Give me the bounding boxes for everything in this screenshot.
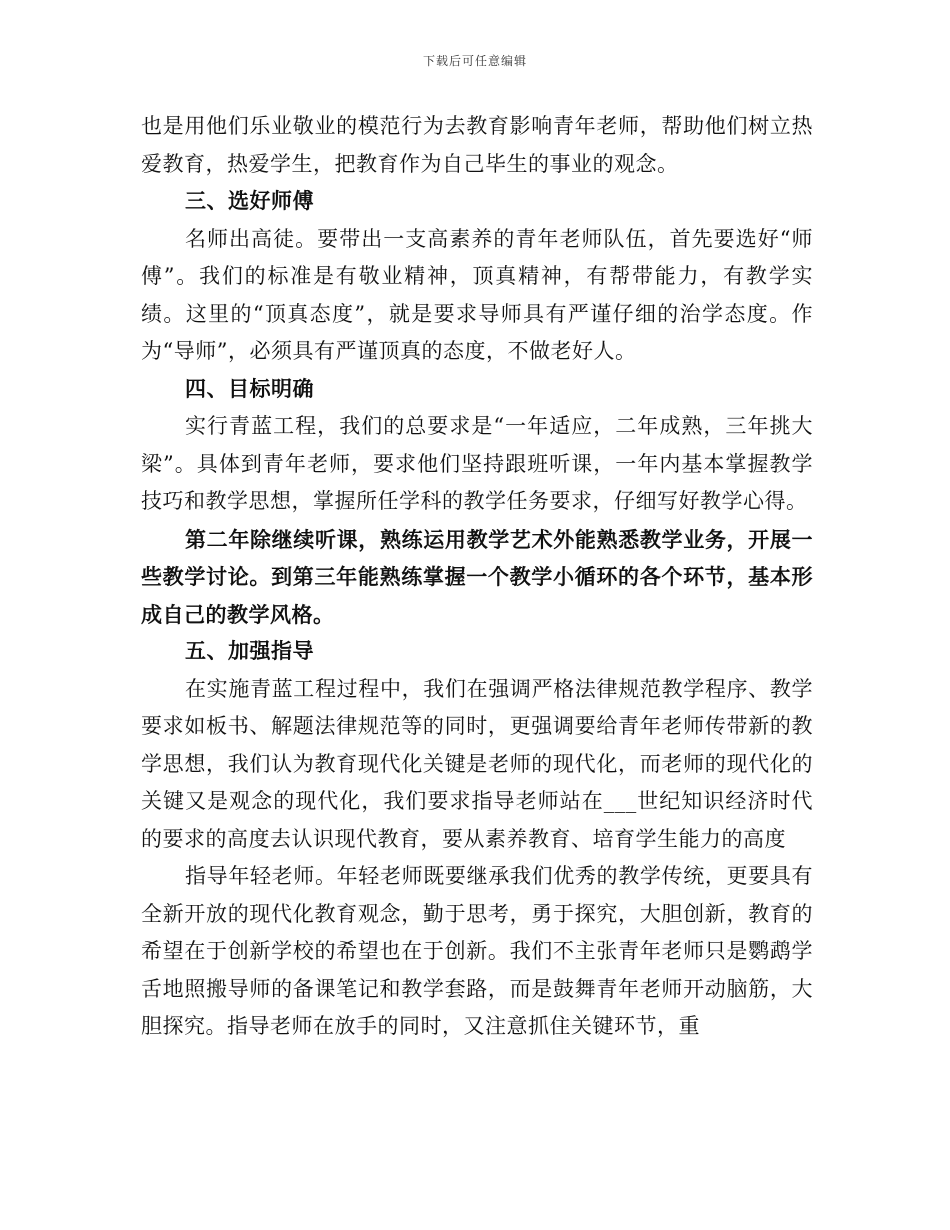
paragraph-guide-young-teachers: 指导年轻老师。年轻老师既要继承我们优秀的教学传统，更要具有全新开放的现代化教育观念，勤于思考，勇于探究，大胆创新，教育的希望在于创新学校的希望也在于创新。我们不主张青年老师只是鹦鹉学舌地照搬导师的备课笔记和教学套路，而是鼓舞青年老师开动脑筋，大胆探究。指导老师在放手的同时，又注意抓住关键环节，重 [141, 864, 813, 1038]
paragraph-clear-goals: 实行青蓝工程，我们的总要求是“一年适应，二年成熟，三年挑大梁”。具体到青年老师，要求他们坚持跟班听课，一年内基本掌握教学技巧和教学思想，掌握所任学科的教学任务要求，仔细写好教学心得。 [141, 414, 813, 513]
paragraph-role-model: 也是用他们乐业敬业的模范行为去教育影响青年老师，帮助他们树立热爱教育，热爱学生，把教育作为自己毕生的事业的观念。 [141, 114, 813, 176]
paragraph-select-mentor: 名师出高徒。要带出一支高素养的青年老师队伍，首先要选好“师傅”。我们的标准是有敬业精神，顶真精神，有帮带能力，有教学实绩。这里的“顶真态度”，就是要求导师具有严谨仔细的治学态度。作为“导师”，必须具有严谨顶真的态度，不做老好人。 [141, 226, 813, 363]
section-heading-strengthen-guidance: 五、加强指导 [185, 639, 314, 663]
page-header-note: 下载后可任意编辑 [422, 54, 527, 68]
paragraph-strengthen-guidance: 在实施青蓝工程过程中，我们在强调严格法律规范教学程序、教学要求如板书、解题法律规范等的同时，更强调要给青年老师传带新的教学思想，我们认为教育现代化关键是老师的现代化，而老师的现代化的关键又是观念的现代化，我们要求指导老师站在___世纪知识经济时代的要求的高度去认识现代教育，要从素养教育、培育学生能力的高度 [141, 676, 813, 851]
section-heading-clear-goals: 四、目标明确 [185, 376, 314, 401]
section-heading-select-mentor: 三、选好师傅 [185, 189, 314, 213]
document-body [141, 108, 813, 1046]
paragraph-second-third-year: 第二年除继续听课，熟练运用教学艺术外能熟悉教学业务，开展一些教学讨论。到第三年能熟练掌握一个教学小循环的各个环节，基本形成自己的教学风格。 [141, 526, 813, 627]
